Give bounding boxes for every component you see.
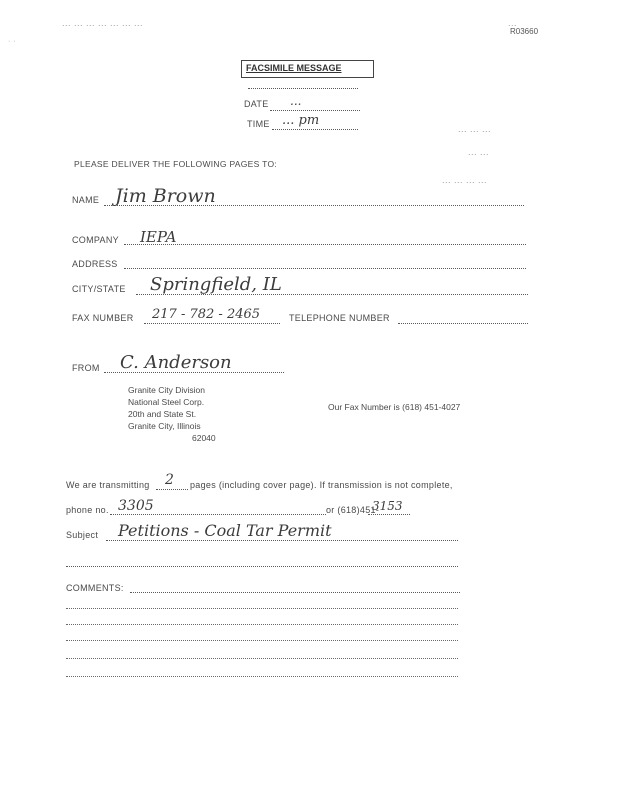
- sender-line-2: National Steel Corp.: [128, 397, 205, 407]
- citystate-value: Springfield, IL: [150, 274, 282, 295]
- sender-line-1: Granite City Division: [128, 385, 205, 395]
- comments-line-4: [66, 640, 458, 641]
- date-value: ...: [290, 94, 302, 108]
- telephone-line: [398, 323, 528, 324]
- name-value: Jim Brown: [115, 185, 216, 207]
- transmitting-text: We are transmitting: [66, 480, 150, 490]
- or-phone-line: [368, 514, 410, 515]
- from-label: FROM: [72, 363, 100, 373]
- fax-number-label: FAX NUMBER: [72, 313, 134, 323]
- sender-line-5: 62040: [192, 433, 216, 443]
- sender-line-3: 20th and State St.: [128, 409, 197, 419]
- header-right-code: ...: [508, 18, 518, 28]
- right-block-line2: ... ...: [468, 147, 490, 157]
- subject-line: [106, 540, 458, 541]
- or-phone-label: or (618)451-: [326, 505, 380, 515]
- transmitting-text-2: pages (including cover page). If transmission is not complete,: [190, 480, 453, 490]
- right-block-line3: ... ... ... ...: [442, 175, 488, 185]
- sender-line-4: Granite City, Illinois: [128, 421, 201, 431]
- title-underline: [248, 88, 358, 89]
- page-title: FACSIMILE MESSAGE: [246, 63, 342, 73]
- phone-line: [110, 514, 326, 515]
- citystate-line: [136, 294, 528, 295]
- citystate-label: CITY/STATE: [72, 284, 126, 294]
- deliver-heading: PLEASE DELIVER THE FOLLOWING PAGES TO:: [74, 159, 278, 169]
- time-line: [272, 129, 358, 130]
- phone-label: phone no.: [66, 505, 109, 515]
- header-left-text: ... ... ... ... ... ... ...: [62, 18, 144, 28]
- name-label: NAME: [72, 195, 100, 205]
- fax-number-value: 217 - 782 - 2465: [152, 307, 261, 322]
- or-phone-value: 3153: [372, 499, 403, 513]
- address-label: ADDRESS: [72, 259, 118, 269]
- date-label: DATE: [244, 99, 269, 109]
- fax-number-line: [144, 323, 280, 324]
- comments-line-5: [66, 658, 458, 659]
- right-block-line1: ... ... ...: [458, 124, 492, 134]
- page-count-value: 2: [165, 472, 174, 488]
- company-line: [124, 244, 526, 245]
- blank-line-1: [66, 566, 458, 567]
- company-label: COMPANY: [72, 235, 119, 245]
- name-line: [104, 205, 524, 206]
- time-value: ... pm: [282, 113, 320, 128]
- comments-line-3: [66, 624, 458, 625]
- from-value: C. Anderson: [120, 352, 232, 373]
- company-value: IEPA: [140, 228, 177, 246]
- page-count-line: [156, 489, 188, 490]
- subject-label: Subject: [66, 530, 99, 540]
- time-label: TIME: [247, 119, 270, 129]
- header-mark: · ·: [8, 38, 17, 45]
- subject-value: Petitions - Coal Tar Permit: [118, 521, 332, 540]
- comments-line-6: [66, 676, 458, 677]
- date-line: [270, 110, 360, 111]
- comments-label: COMMENTS:: [66, 583, 124, 593]
- from-line: [104, 372, 284, 373]
- comments-line-1: [130, 592, 460, 593]
- our-fax-number: Our Fax Number is (618) 451-4027: [328, 402, 461, 412]
- document-id: R03660: [510, 27, 539, 36]
- phone-value: 3305: [118, 498, 154, 514]
- address-line: [124, 268, 526, 269]
- telephone-label: TELEPHONE NUMBER: [289, 313, 390, 323]
- comments-line-2: [66, 608, 458, 609]
